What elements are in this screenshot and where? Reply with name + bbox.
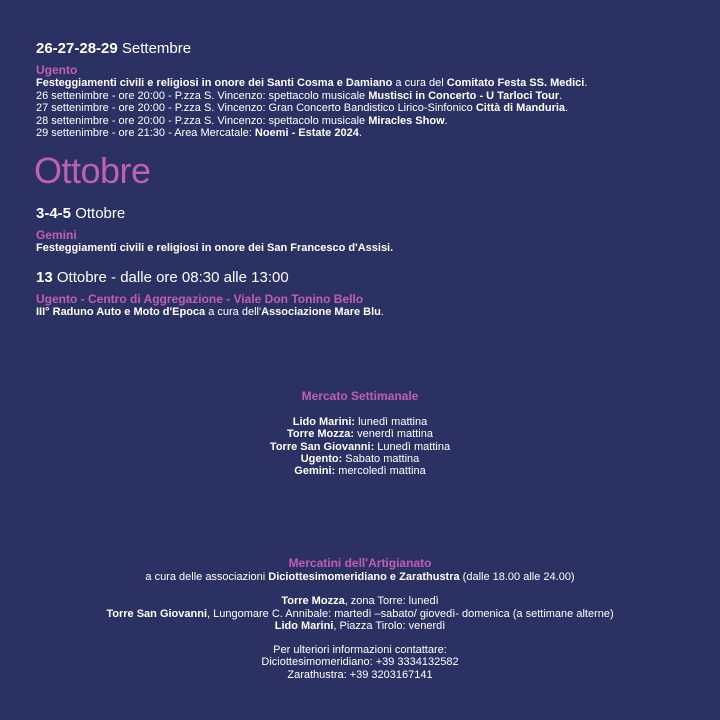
event-date — [36, 269, 700, 287]
section-title: Mercato Settimanale — [301, 389, 419, 403]
list-item: Torre San Giovanni, Lungomare C. Annibale: martedì –sabato/ giovedì- domenica (a settimane alterne) — [106, 607, 614, 620]
list-item: Gemini: mercoledì mattina — [294, 465, 426, 478]
event-date-days: 13 — [36, 269, 53, 286]
list-item: Lido Marini: lunedì mattina — [292, 416, 428, 428]
event-date-days: 3-4-5 — [36, 205, 72, 222]
section-subtitle: a cura delle associazioni Diciottesimomeridiano e Zarathustra (dalle 18.00 alle 24.00) — [145, 571, 575, 583]
october-event-gemini — [36, 205, 700, 255]
crafts-market-section — [0, 556, 720, 681]
list-item: Lido Marini, Piazza Tirolo: venerdì — [274, 619, 446, 632]
event-description: Festeggiamenti civili e religiosi in onore dei San Francesco d'Assisi. — [36, 242, 394, 254]
event-date — [36, 40, 700, 58]
crafts-list — [0, 595, 720, 632]
event-date-days: 26-27-28-29 — [36, 40, 118, 57]
contact-line: Per ulteriori informazioni contattare: — [273, 644, 447, 657]
contact-line: Zarathustra: +39 3203167141 — [287, 668, 433, 681]
month-heading: Ottobre — [34, 150, 151, 191]
event-date-month: Ottobre — [75, 205, 126, 222]
market-list — [0, 416, 720, 477]
event-location: Ugento — [36, 63, 78, 77]
event-date-time: Ottobre - dalle ore 08:30 alle 13:00 — [56, 269, 289, 286]
september-event — [36, 40, 700, 140]
event-date-month: Settembre — [121, 40, 192, 57]
event-date — [36, 205, 700, 223]
event-description: Festeggiamenti civili e religiosi in onore dei Santi Cosma e Damiano a cura del Comitato Festa SS. Medici. — [36, 77, 588, 89]
weekly-market-section — [0, 389, 720, 477]
october-event-raduno — [36, 269, 700, 319]
event-location: Gemini — [36, 228, 77, 242]
section-title: Mercatini dell'Artigianato — [288, 556, 432, 570]
event-schedule-line: 26 settenimbre - ore 20:00 - P.zza S. Vincenzo: spettacolo musicale Mustisci in Concerto - U Tarloci Tour. — [36, 89, 563, 102]
list-item: Torre San Giovanni: Lunedì mattina — [269, 440, 451, 453]
contact-line: Diciottesimomeridiano: +39 3334132582 — [261, 656, 459, 669]
event-schedule-line: 28 settenimbre - ore 20:00 - P.zza S. Vincenzo: spettacolo musicale Miracles Show. — [36, 114, 448, 127]
event-schedule-line: 27 settenimbre - ore 20:00 - P.zza S. Vincenzo: Gran Concerto Bandistico Lirico-Sinfonico Città di Manduria. — [36, 102, 569, 114]
list-item: Torre Mozza, zona Torre: lunedì — [281, 595, 439, 608]
event-location: Ugento - Centro di Aggregazione - Viale Don Tonino Bello — [36, 292, 364, 306]
list-item: Ugento: Sabato mattina — [300, 452, 420, 465]
event-description: III° Raduno Auto e Moto d'Epoca a cura dell'Associazione Mare Blu. — [36, 306, 384, 318]
contact-info — [0, 644, 720, 681]
event-schedule-line: 29 settenimbre - ore 21:30 - Area Mercatale: Noemi - Estate 2024. — [36, 127, 362, 139]
list-item: Torre Mozza: venerdì mattina — [287, 428, 433, 441]
